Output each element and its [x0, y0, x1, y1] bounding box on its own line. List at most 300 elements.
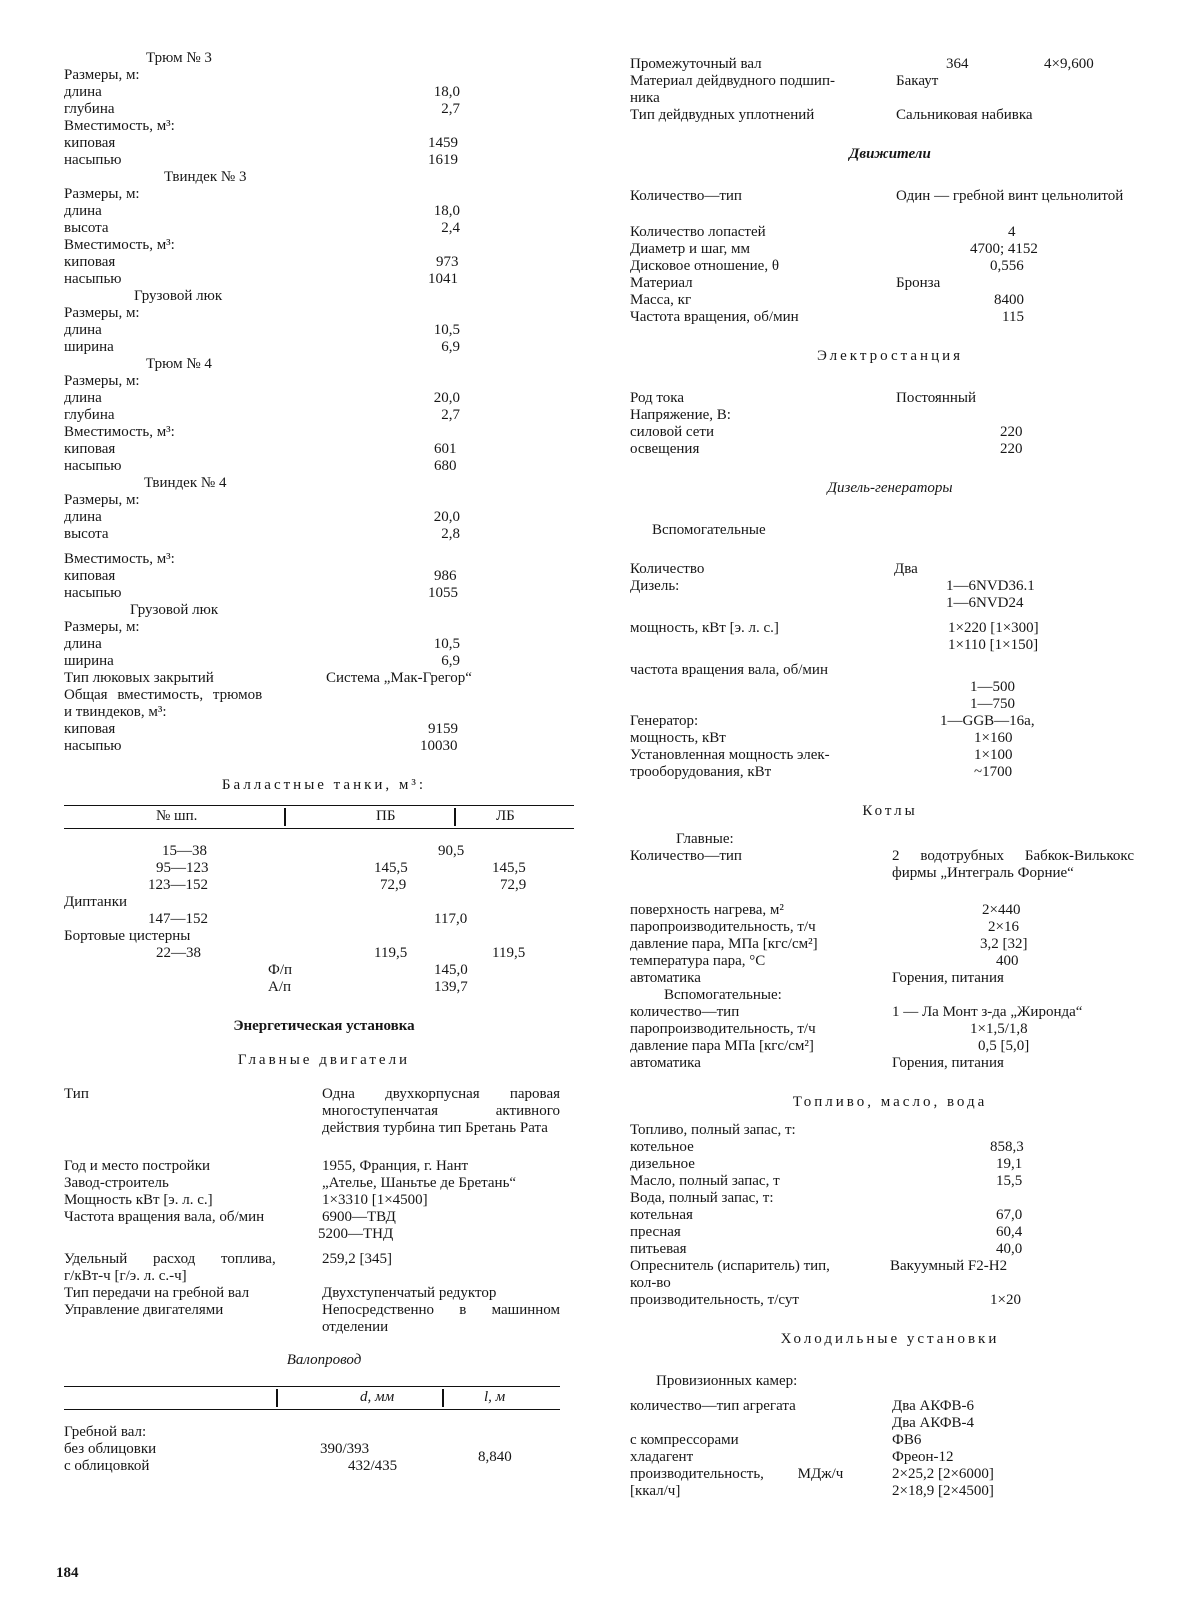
- text-value: 10,5: [433, 322, 460, 338]
- table-row: [64, 1424, 560, 1441]
- spec-row: [630, 679, 1150, 696]
- text-value: Тип передачи на гребной вал: [64, 1285, 250, 1301]
- table-row: [64, 843, 574, 860]
- text-value: 9159: [428, 721, 458, 737]
- text-value: Материал: [630, 275, 693, 291]
- text-value: 22—38: [156, 945, 201, 961]
- text-value: 0,556: [990, 258, 1024, 274]
- text-value: Тип дейдвудных уплотнений: [630, 107, 815, 123]
- table-row: [64, 911, 574, 928]
- text-value: трооборудования, кВт: [630, 764, 772, 780]
- text-value: 0,5 [5,0]: [978, 1038, 1030, 1054]
- table-row: [64, 1458, 560, 1475]
- table-row: [64, 1441, 560, 1465]
- text-value: Вспомогательные:: [664, 987, 782, 1003]
- text-value: Частота вращения вала, об/мин: [64, 1209, 265, 1225]
- text-value: Твиндек № 4: [144, 475, 227, 491]
- text-value: Непосредственно в машинном отделении: [322, 1302, 560, 1335]
- text-value: Промежуточный вал: [630, 56, 762, 72]
- spec-row: [64, 254, 584, 271]
- text-value: Удельный расход топлива,: [64, 1251, 276, 1267]
- text-value: 40,0: [996, 1241, 1023, 1257]
- text-value: Бакаут: [896, 73, 939, 89]
- text-value: Тип люковых закрытий: [64, 670, 214, 686]
- text-value: 1×3310 [1×4500]: [322, 1192, 428, 1208]
- spec-row: [630, 309, 1150, 326]
- text-value: глубина: [64, 101, 115, 117]
- spec-row: [630, 1038, 1150, 1055]
- engines-heading: Главные двигатели: [237, 1052, 411, 1068]
- spec-row: [630, 73, 1150, 90]
- text-value: Размеры, м:: [64, 373, 140, 389]
- text-value: 10030: [420, 738, 458, 754]
- text-value: Количество—тип: [630, 188, 742, 204]
- text-value: 1—6NVD36.1: [946, 578, 1035, 594]
- spec-row: [630, 188, 1150, 224]
- spec-row: [630, 764, 1150, 781]
- text-value: 19,1: [996, 1156, 1023, 1172]
- spec-row: [630, 919, 1150, 936]
- text-value: 601: [434, 441, 457, 457]
- section-title: [64, 50, 584, 67]
- spec-row: [630, 224, 1150, 241]
- text-value: 2,7: [441, 101, 460, 117]
- text-value: Масло, полный запас, т: [630, 1173, 780, 1189]
- spec-row: [630, 1275, 1150, 1292]
- section-title: [64, 356, 584, 373]
- text-value: 2,4: [441, 220, 460, 236]
- spec-row: [630, 662, 1150, 679]
- spec-row: [630, 620, 1150, 637]
- text-value: Род тока: [630, 390, 684, 406]
- boilers-heading: Котлы: [862, 803, 918, 819]
- text-value: Трюм № 3: [146, 50, 212, 66]
- text-value: Вместимость, м³:: [64, 551, 175, 567]
- text-value: освещения: [630, 441, 700, 457]
- text-value: Тип: [64, 1086, 89, 1102]
- text-value: количество—тип: [630, 1004, 740, 1020]
- text-value: поверхность нагрева, м²: [630, 902, 784, 918]
- text-value: Постоянный: [896, 390, 976, 406]
- text-value: 139,7: [434, 979, 468, 995]
- spec-row: [64, 636, 584, 653]
- text-value: 147—152: [148, 911, 208, 927]
- table-row: [64, 894, 574, 911]
- section-title: [64, 475, 584, 492]
- text-value: без облицовки: [64, 1441, 157, 1457]
- text-value: Вместимость, м³:: [64, 118, 175, 134]
- spec-row: [64, 101, 584, 118]
- text-value: частота вращения вала, об/мин: [630, 662, 828, 678]
- text-value: Напряжение, В:: [630, 407, 731, 423]
- spec-row: [630, 1466, 1150, 1483]
- text-value: длина: [64, 636, 102, 652]
- text-value: паропроизводительность, т/ч: [630, 1021, 816, 1037]
- table-header: [64, 806, 574, 829]
- text-value: 2,7: [441, 407, 460, 423]
- text-value: 220: [1000, 424, 1023, 440]
- text-value: длина: [64, 203, 102, 219]
- text-value: Материал дейдвудного подшип-: [630, 73, 835, 89]
- section-title: [64, 169, 584, 186]
- text-value: дизельное: [630, 1156, 695, 1172]
- text-value: автоматика: [630, 1055, 701, 1071]
- text-value: 1—500: [970, 679, 1015, 695]
- fuel-heading: Топливо, масло, вода: [792, 1094, 988, 1110]
- text-value: и твиндеков, м³:: [64, 704, 167, 720]
- text-value: насыпью: [64, 585, 122, 601]
- spec-row: [630, 292, 1150, 309]
- text-value: 6,9: [441, 339, 460, 355]
- table-header: [64, 1387, 560, 1410]
- spec-row: [64, 568, 584, 585]
- table-row: [64, 962, 574, 979]
- text-value: насыпью: [64, 458, 122, 474]
- text-value: питьевая: [630, 1241, 687, 1257]
- text-value: хладагент: [630, 1449, 694, 1465]
- text-value: А/п: [268, 979, 292, 995]
- spec-row: [630, 1258, 1150, 1275]
- refrig-heading: Холодильные установки: [780, 1331, 1000, 1347]
- text-value: 259,2 [345]: [322, 1251, 392, 1267]
- spec-row: [64, 203, 584, 220]
- spec-row: [630, 275, 1150, 292]
- text-value: 220: [1000, 441, 1023, 457]
- spec-row: [630, 1122, 1150, 1139]
- spec-row: [630, 107, 1150, 124]
- spec-row: [64, 1285, 584, 1302]
- text-value: киповая: [64, 721, 116, 737]
- spec-row: [64, 653, 584, 670]
- spec-row: [630, 441, 1150, 458]
- shaft-table: [64, 1386, 560, 1475]
- spec-row: [630, 241, 1150, 258]
- text-value: пресная: [630, 1224, 681, 1240]
- text-value: ПБ: [376, 808, 396, 824]
- spec-row: [630, 1449, 1150, 1466]
- spec-row: [64, 1268, 584, 1285]
- text-value: 1—6NVD24: [946, 595, 1024, 611]
- text-value: 1—750: [970, 696, 1015, 712]
- text-value: 1×220 [1×300]: [948, 620, 1039, 636]
- spec-row: [64, 1302, 584, 1338]
- spec-row: [630, 595, 1150, 612]
- text-value: 1—GGB—16a,: [940, 713, 1035, 729]
- text-value: насыпью: [64, 271, 122, 287]
- text-value: 60,4: [996, 1224, 1023, 1240]
- spec-row: [630, 578, 1150, 595]
- text-value: Система „Мак-Грегор“: [326, 670, 472, 686]
- text-value: ширина: [64, 653, 114, 669]
- text-value: высота: [64, 220, 109, 236]
- spec-row: [64, 1192, 584, 1209]
- spec-row: [630, 1241, 1150, 1258]
- text-value: 72,9: [380, 877, 407, 893]
- plant-heading: Электростанция: [816, 348, 964, 364]
- table-row: [64, 877, 574, 894]
- text-value: 123—152: [148, 877, 208, 893]
- spec-row: [630, 1224, 1150, 1241]
- text-value: длина: [64, 390, 102, 406]
- text-value: Вспомогательные: [652, 522, 766, 538]
- text-value: 8,840: [478, 1449, 512, 1465]
- spec-row: [630, 848, 1150, 902]
- spec-row: [630, 1207, 1150, 1224]
- text-value: 986: [434, 568, 457, 584]
- text-value: котельная: [630, 1207, 693, 1223]
- spec-row: [64, 390, 584, 407]
- text-value: 2 водотрубных Бабкок-Вилькокс фирмы „Интеграль Форние“: [892, 848, 1134, 881]
- spec-row: [64, 84, 584, 101]
- table-row: [64, 860, 574, 877]
- spec-row: [64, 1209, 584, 1226]
- text-value: 680: [434, 458, 457, 474]
- text-value: температура пара, °С: [630, 953, 766, 969]
- text-value: 145,5: [492, 860, 526, 876]
- text-value: Фреон-12: [892, 1449, 954, 1465]
- text-value: Количество—тип: [630, 848, 742, 864]
- spec-row: [630, 1055, 1150, 1072]
- spec-row: [630, 1021, 1150, 1038]
- ballast-table: [64, 805, 574, 996]
- text-value: Диаметр и шаг, мм: [630, 241, 750, 257]
- spec-row: [630, 390, 1150, 407]
- text-value: давление пара МПа [кгс/см²]: [630, 1038, 814, 1054]
- text-value: Грузовой люк: [130, 602, 219, 618]
- text-value: 1×20: [990, 1292, 1021, 1308]
- text-value: 145,0: [434, 962, 468, 978]
- spec-row: [64, 441, 584, 458]
- text-value: Два АКФВ-4: [892, 1415, 975, 1431]
- text-value: ника: [630, 90, 660, 106]
- section-title: [64, 288, 584, 305]
- text-value: 15,5: [996, 1173, 1023, 1189]
- spec-row: [630, 936, 1150, 953]
- text-value: Топливо, полный запас, т:: [630, 1122, 796, 1138]
- text-value: Сальниковая набивка: [896, 107, 1033, 123]
- text-value: Одна двухкорпусная паровая многоступенчатая активного действия турбина тип Бретань Рата: [322, 1086, 560, 1136]
- text-value: Два АКФВ-6: [892, 1398, 975, 1414]
- spec-row: [64, 1158, 584, 1175]
- dg-heading: Дизель-генераторы: [827, 480, 953, 496]
- text-value: 2×16: [988, 919, 1019, 935]
- text-value: 4700; 4152: [970, 241, 1038, 257]
- spec-row: [64, 339, 584, 356]
- text-value: 973: [436, 254, 459, 270]
- text-value: Грузовой люк: [134, 288, 223, 304]
- text-value: 1619: [428, 152, 458, 168]
- text-value: 117,0: [434, 911, 468, 927]
- spec-row: [630, 561, 1150, 578]
- text-value: Дисковое отношение, θ: [630, 258, 780, 274]
- spec-row: [64, 271, 584, 288]
- spec-row: [630, 902, 1150, 919]
- text-value: киповая: [64, 135, 116, 151]
- text-value: Один — гребной винт цельнолитой: [896, 188, 1124, 204]
- spec-row: [64, 1086, 584, 1158]
- spec-row: [630, 424, 1150, 441]
- text-value: Вместимость, м³:: [64, 424, 175, 440]
- text-value: 1×1,5/1,8: [970, 1021, 1028, 1037]
- text-value: Размеры, м:: [64, 492, 140, 508]
- text-value: Твиндек № 3: [164, 169, 247, 185]
- text-value: 10,5: [433, 636, 460, 652]
- text-value: 18,0: [433, 203, 460, 219]
- text-value: 72,9: [500, 877, 527, 893]
- text-value: мощность, кВт: [630, 730, 726, 746]
- text-value: паропроизводительность, т/ч: [630, 919, 816, 935]
- spec-row: [630, 407, 1150, 424]
- spec-row: [630, 970, 1150, 987]
- text-value: Бортовые цистерны: [64, 928, 191, 944]
- text-value: 1×110 [1×150]: [948, 637, 1039, 653]
- spec-row: [64, 135, 584, 152]
- text-value: 432/435: [348, 1458, 398, 1474]
- text-value: силовой сети: [630, 424, 715, 440]
- text-value: 2,8: [441, 526, 460, 542]
- text-value: Двухступенчатый редуктор: [322, 1285, 497, 1301]
- text-value: Размеры, м:: [64, 305, 140, 321]
- text-value: 2×18,9 [2×4500]: [892, 1483, 994, 1499]
- text-value: давление пара, МПа [кгс/см²]: [630, 936, 818, 952]
- table-row: [64, 979, 574, 996]
- text-value: 119,5: [492, 945, 526, 961]
- text-value: Размеры, м:: [64, 186, 140, 202]
- text-value: Установленная мощность элек-: [630, 747, 830, 763]
- spec-row: [64, 670, 584, 687]
- text-value: Опреснитель (испаритель) тип,: [630, 1258, 830, 1274]
- text-value: 4×9,600: [1044, 56, 1094, 72]
- text-value: d, мм: [360, 1389, 395, 1405]
- text-value: Гребной вал:: [64, 1424, 147, 1440]
- text-value: Бронза: [896, 275, 941, 291]
- text-value: 8400: [994, 292, 1024, 308]
- text-value: производительность, МДж/ч: [630, 1466, 844, 1482]
- text-value: производительность, т/сут: [630, 1292, 799, 1308]
- spec-row: [630, 1190, 1150, 1207]
- text-value: Завод-строитель: [64, 1175, 169, 1191]
- spec-row: [64, 738, 584, 755]
- text-value: Частота вращения, об/мин: [630, 309, 799, 325]
- text-value: 1×100: [974, 747, 1013, 763]
- spec-row: [630, 1483, 1150, 1500]
- text-value: 95—123: [156, 860, 209, 876]
- text-value: „Ателье, Шаньтье де Бретань“: [322, 1175, 517, 1191]
- text-value: 115: [1002, 309, 1024, 325]
- spec-row: [630, 747, 1150, 764]
- text-value: ЛБ: [496, 808, 515, 824]
- text-value: 4: [1008, 224, 1016, 240]
- text-value: длина: [64, 322, 102, 338]
- text-value: 5200—ТНД: [318, 1226, 394, 1242]
- text-value: Мощность кВт [э. л. с.]: [64, 1192, 213, 1208]
- text-value: 2×25,2 [2×6000]: [892, 1466, 994, 1482]
- propulsors-heading: Движители: [849, 146, 931, 162]
- text-value: киповая: [64, 254, 116, 270]
- text-value: Управление двигателями: [64, 1302, 224, 1318]
- text-value: Ф/п: [268, 962, 293, 978]
- text-value: 90,5: [438, 843, 465, 859]
- text-value: насыпью: [64, 152, 122, 168]
- text-value: 20,0: [433, 509, 460, 525]
- text-value: 1041: [428, 271, 458, 287]
- text-value: 6,9: [441, 653, 460, 669]
- text-value: глубина: [64, 407, 115, 423]
- spec-row: [630, 713, 1150, 730]
- text-value: киповая: [64, 441, 116, 457]
- text-value: Провизионных камер:: [656, 1373, 798, 1389]
- text-value: Вместимость, м³:: [64, 237, 175, 253]
- text-value: киповая: [64, 568, 116, 584]
- text-value: высота: [64, 526, 109, 542]
- text-value: с облицовкой: [64, 1458, 150, 1474]
- text-value: Горения, питания: [892, 1055, 1004, 1071]
- text-value: Год и место постройки: [64, 1158, 211, 1174]
- text-value: Количество лопастей: [630, 224, 766, 240]
- text-value: Трюм № 4: [146, 356, 212, 372]
- ballast-heading: Балластные танки, м³:: [221, 777, 427, 793]
- spec-row: [64, 585, 584, 602]
- text-value: ФВ6: [892, 1432, 922, 1448]
- text-value: 67,0: [996, 1207, 1023, 1223]
- spec-row: [64, 721, 584, 738]
- text-value: Главные:: [676, 831, 734, 847]
- spec-row: [630, 730, 1150, 747]
- text-value: l, м: [484, 1389, 506, 1405]
- text-value: г/кВт-ч [г/э. л. с.-ч]: [64, 1268, 187, 1284]
- spec-row: [630, 1004, 1150, 1021]
- spec-row: [630, 56, 1150, 73]
- text-value: котельное: [630, 1139, 694, 1155]
- text-value: 1955, Франция, г. Нант: [322, 1158, 469, 1174]
- text-value: № шп.: [156, 808, 198, 824]
- right-column: [630, 56, 1150, 1500]
- spec-row: [64, 526, 584, 543]
- text-value: 15—38: [162, 843, 207, 859]
- text-value: Размеры, м:: [64, 67, 140, 83]
- power-heading: Энергетическая установка: [233, 1018, 415, 1034]
- spec-row: [630, 1156, 1150, 1173]
- text-value: Горения, питания: [892, 970, 1004, 986]
- text-value: насыпью: [64, 738, 122, 754]
- spec-row: [630, 696, 1150, 713]
- text-value: 2×440: [982, 902, 1021, 918]
- table-row: [64, 928, 574, 945]
- text-value: 1×160: [974, 730, 1013, 746]
- text-value: длина: [64, 509, 102, 525]
- spec-row: [630, 637, 1150, 654]
- text-value: количество—тип агрегата: [630, 1398, 796, 1414]
- text-value: 119,5: [374, 945, 408, 961]
- text-value: Вакуумный F2-H2: [890, 1258, 1008, 1274]
- spec-row: [64, 220, 584, 237]
- table-row: [64, 945, 574, 962]
- text-value: 6900—ТВД: [322, 1209, 396, 1225]
- text-value: 390/393: [320, 1441, 370, 1457]
- spec-row: [630, 1415, 1150, 1432]
- text-value: Генератор:: [630, 713, 699, 729]
- text-value: Общая вместимость, трюмов: [64, 687, 263, 703]
- spec-row: [630, 1139, 1150, 1156]
- spec-row: [64, 152, 584, 169]
- text-value: длина: [64, 84, 102, 100]
- spec-row: [64, 1226, 584, 1243]
- shaft-heading: Валопровод: [286, 1352, 362, 1368]
- text-value: 145,5: [374, 860, 408, 876]
- text-value: 364: [946, 56, 969, 72]
- page-number: 184: [56, 1565, 79, 1581]
- text-value: Размеры, м:: [64, 619, 140, 635]
